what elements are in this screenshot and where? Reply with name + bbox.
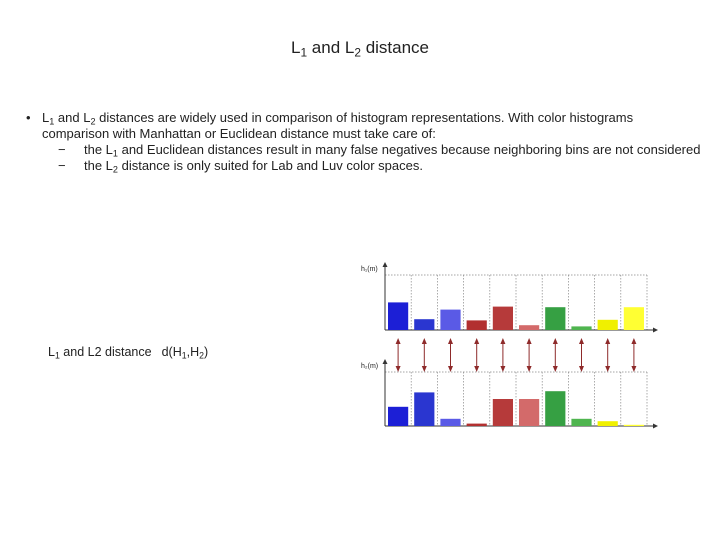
sub-bullet-item: − the $L_2$ distance is only suited for Lab and Luv color spaces. — [58, 158, 423, 175]
arrow-head-up-icon — [500, 338, 505, 344]
h1-bar — [414, 319, 434, 330]
arrow-head-up-icon — [553, 338, 558, 344]
arrow-head-up-icon — [422, 338, 427, 344]
h1-bar — [598, 320, 618, 330]
h2-bar — [440, 419, 460, 426]
h2-bar — [388, 407, 408, 426]
arrow-head-down-icon — [605, 366, 610, 372]
h1-x-axis-arrow-icon — [653, 328, 658, 333]
arrow-head-up-icon — [527, 338, 532, 344]
h2-bar — [414, 392, 434, 426]
arrow-head-up-icon — [396, 338, 401, 344]
arrow-head-down-icon — [631, 366, 636, 372]
arrow-head-down-icon — [448, 366, 453, 372]
arrow-head-up-icon — [605, 338, 610, 344]
arrow-head-up-icon — [631, 338, 636, 344]
figure-caption: $L_1$ and L2 distance $d(H_1,H_2)$ — [48, 345, 209, 361]
h1-y-axis-arrow-icon — [383, 262, 388, 267]
h1-bar — [440, 310, 460, 330]
dash-marker: − — [58, 142, 66, 157]
arrow-head-down-icon — [553, 366, 558, 372]
slide-title: $L_1$ and $L_2$ distance — [290, 38, 430, 60]
arrow-head-down-icon — [396, 366, 401, 372]
h1-bar — [624, 307, 644, 330]
h1-axis-label: h₁(m) — [361, 266, 378, 273]
h2-bar — [493, 399, 513, 426]
h2-bar — [571, 419, 591, 426]
h1-bar — [545, 307, 565, 330]
h2-bar — [467, 424, 487, 426]
arrow-head-down-icon — [474, 366, 479, 372]
arrow-head-down-icon — [422, 366, 427, 372]
h1-bar — [493, 307, 513, 330]
h1-bar — [388, 302, 408, 330]
bullet-item: • $L_1$ and $L_2$ distances are widely used in comparison of histogram representations. With color histograms comparison with Manhattan or Euclidean distance must take care of: — [26, 110, 634, 141]
arrow-head-up-icon — [474, 338, 479, 344]
h2-x-axis-arrow-icon — [653, 424, 658, 429]
dash-marker: − — [58, 158, 66, 173]
h2-bar — [598, 421, 618, 426]
h2-y-axis-arrow-icon — [383, 359, 388, 364]
h1-bar — [519, 325, 539, 330]
bullet-marker: • — [26, 110, 31, 125]
arrow-head-down-icon — [579, 366, 584, 372]
arrow-head-down-icon — [527, 366, 532, 372]
h1-bar — [467, 320, 487, 330]
arrow-head-up-icon — [579, 338, 584, 344]
h2-bar — [545, 391, 565, 426]
h2-axis-label: h₂(m) — [361, 363, 379, 370]
h1-bar — [571, 326, 591, 330]
arrow-head-up-icon — [448, 338, 453, 344]
h2-bar — [624, 425, 644, 426]
sub-bullet-item: − the $L_1$ and Euclidean distances result in many false negatives because neighboring bins are not considered — [58, 142, 701, 159]
arrow-head-down-icon — [500, 366, 505, 372]
h2-bar — [519, 399, 539, 426]
